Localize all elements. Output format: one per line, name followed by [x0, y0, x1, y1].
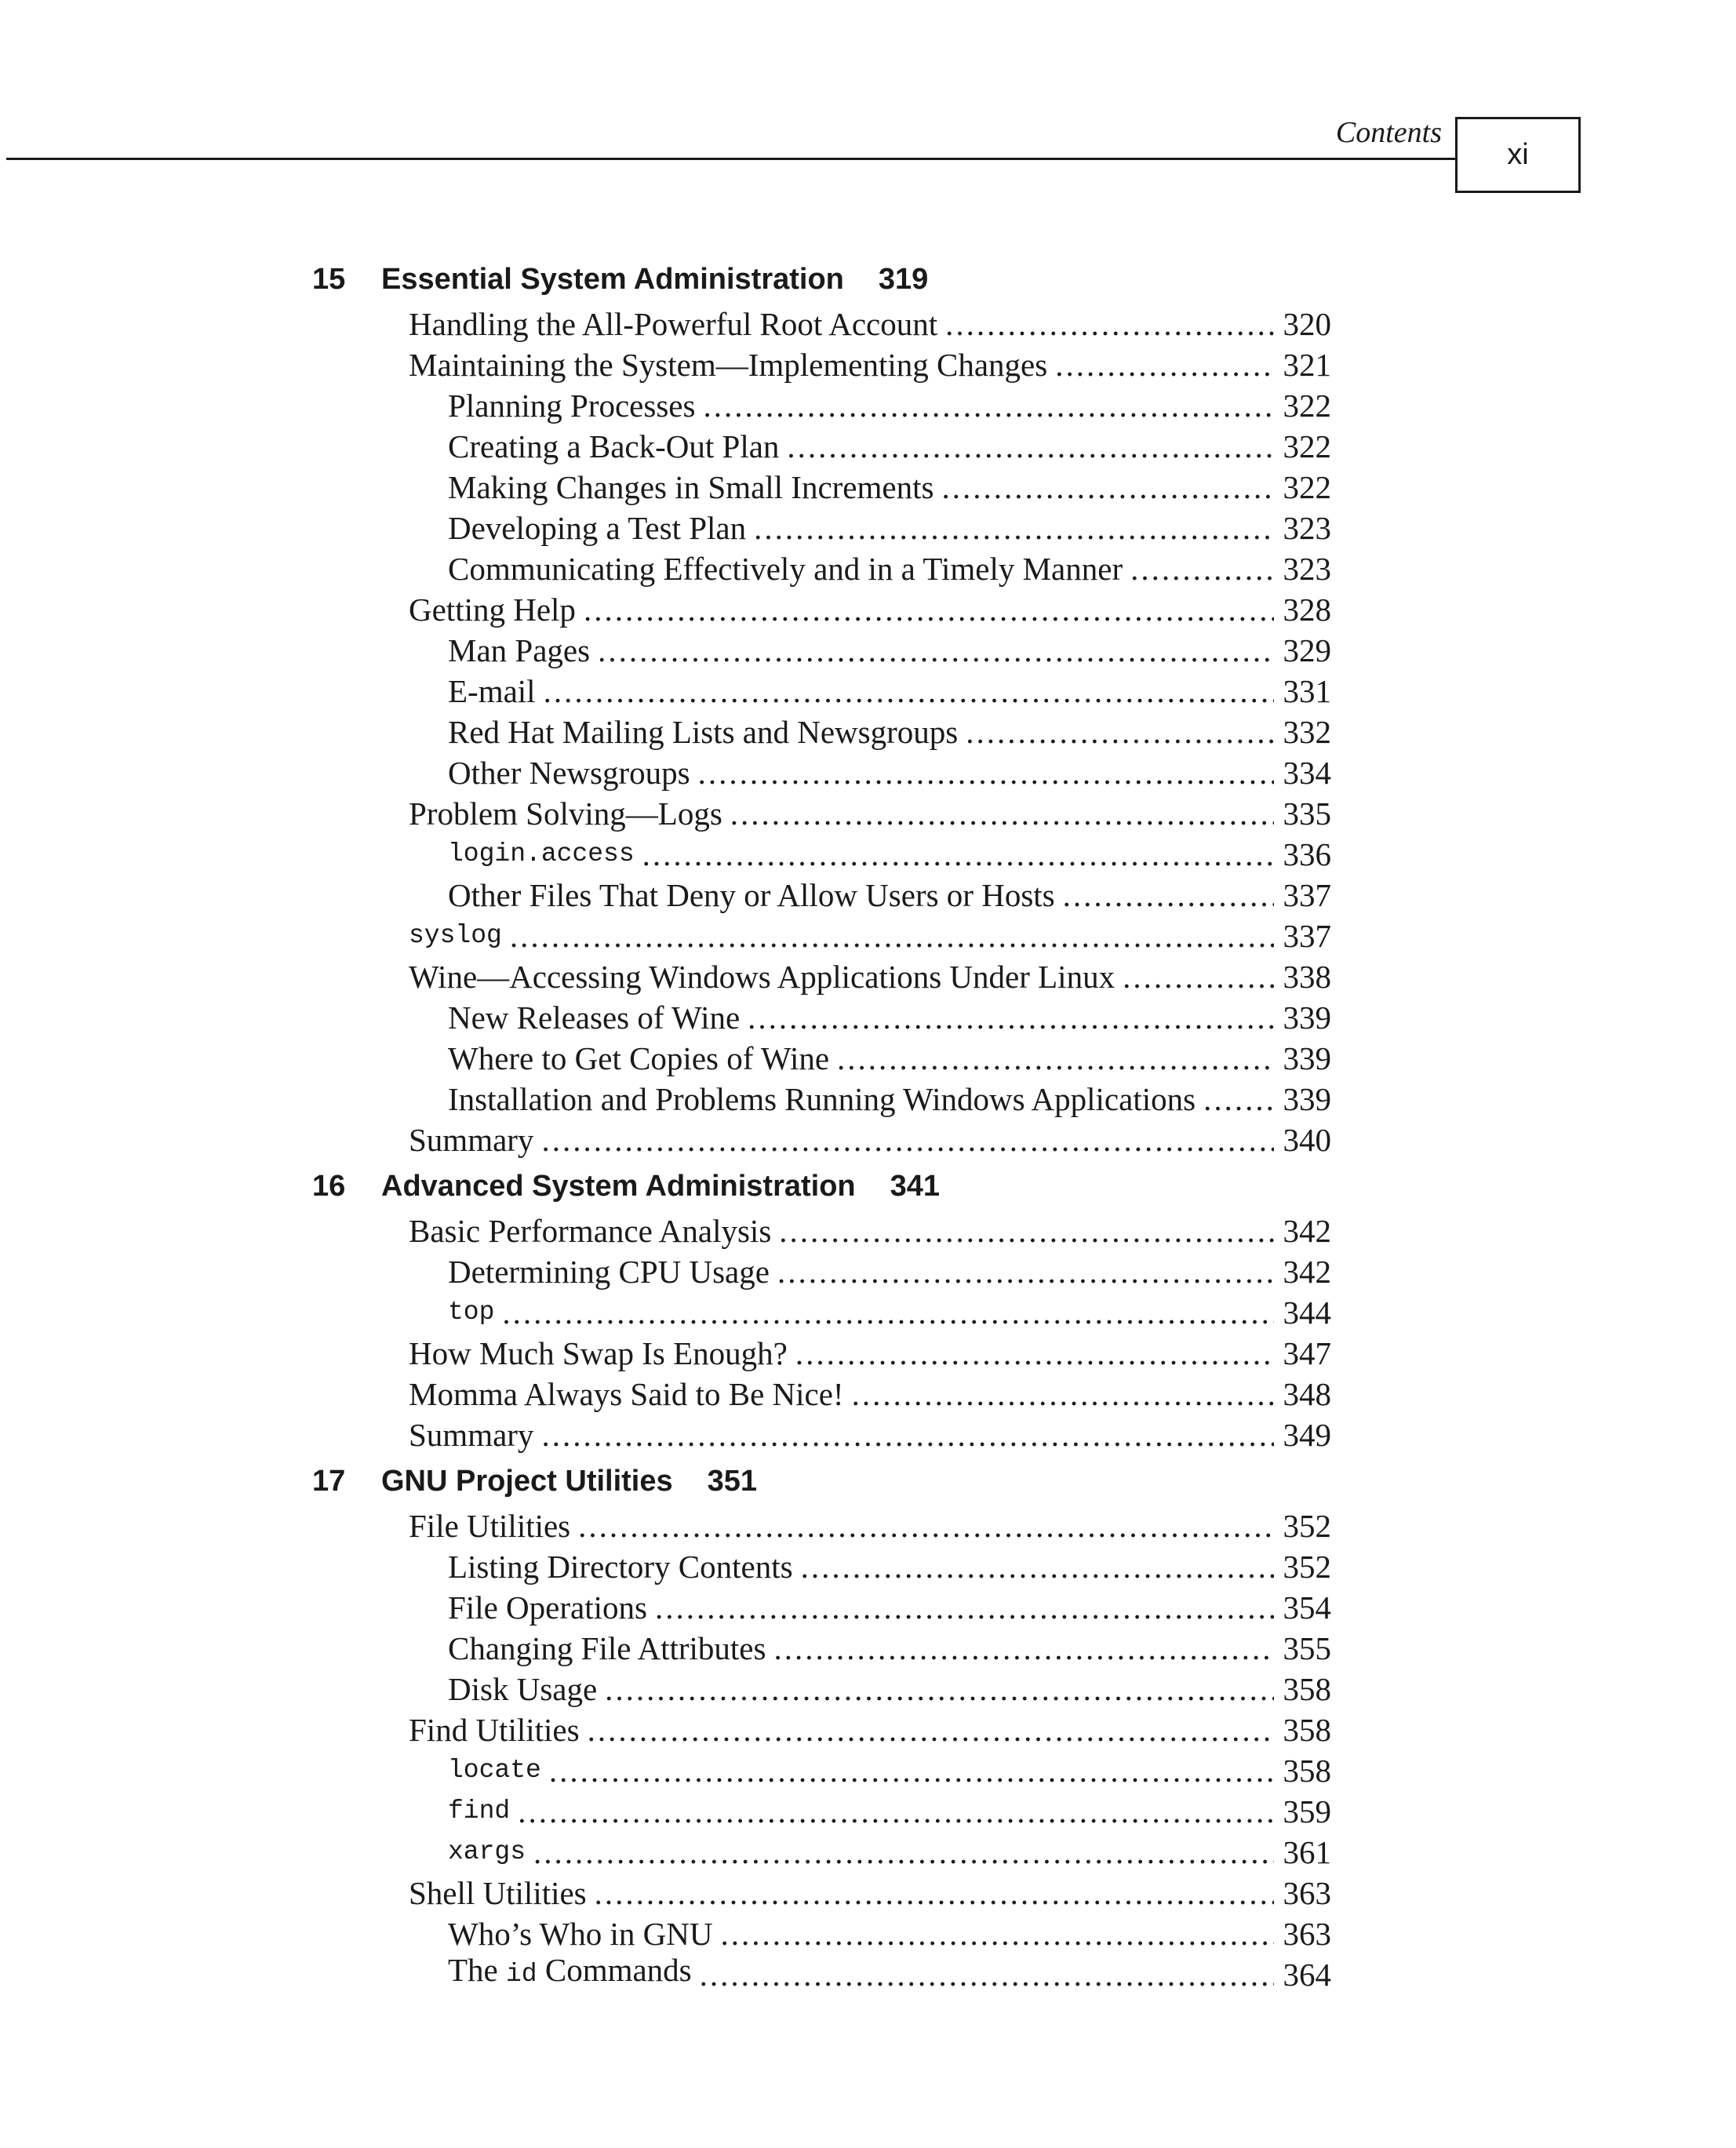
- toc-entry[interactable]: [448, 834, 1331, 875]
- toc-entry[interactable]: [448, 1832, 1331, 1873]
- dot-leader: [698, 752, 1274, 793]
- toc-entry-title: syslog: [409, 921, 502, 950]
- toc-entry-title: Listing Directory Contents: [448, 1549, 793, 1585]
- toc-entry-title: Developing a Test Plan: [448, 510, 747, 546]
- toc-entry[interactable]: [409, 1709, 1331, 1750]
- toc-entry[interactable]: [409, 916, 1331, 956]
- toc-entry[interactable]: [409, 1505, 1331, 1546]
- toc-entry[interactable]: [409, 956, 1331, 997]
- toc-entry-page: 328: [1283, 592, 1331, 628]
- toc-entry-title: Planning Processes: [448, 388, 696, 424]
- dot-leader: [787, 426, 1273, 467]
- dot-leader: [801, 1546, 1274, 1587]
- title-code: id: [506, 1960, 537, 1989]
- chapter-number: 15: [312, 263, 346, 296]
- toc-entry-page: 363: [1283, 1916, 1331, 1952]
- toc-entry-page: 329: [1283, 632, 1331, 668]
- dot-leader: [700, 1954, 1274, 1995]
- toc-entry-title: Handling the All-Powerful Root Account: [409, 306, 938, 342]
- chapter-page: 351: [707, 1465, 758, 1498]
- toc-entry-page: 331: [1283, 673, 1331, 709]
- toc-entry-page: 340: [1283, 1122, 1331, 1158]
- toc-entry-title: login.access: [448, 839, 635, 868]
- toc-entry[interactable]: [448, 630, 1331, 671]
- chapter-title: Advanced System Administration: [381, 1170, 856, 1203]
- toc-entry[interactable]: [448, 1913, 1331, 1954]
- toc-entry-title: Man Pages: [448, 632, 591, 668]
- toc-entry[interactable]: [448, 1038, 1331, 1079]
- toc-entry-page: 321: [1283, 347, 1331, 383]
- dot-leader: [730, 793, 1274, 834]
- toc-entry[interactable]: [448, 875, 1331, 916]
- dot-leader: [598, 630, 1273, 671]
- toc-entry-title: Installation and Problems Running Windows Applications: [448, 1081, 1196, 1117]
- toc-entry[interactable]: [409, 793, 1331, 834]
- toc-entry[interactable]: [448, 1292, 1331, 1333]
- toc-entry-title: Momma Always Said to Be Nice!: [409, 1376, 844, 1412]
- toc-entry[interactable]: [448, 1251, 1331, 1292]
- toc-entry-page: 363: [1283, 1875, 1331, 1911]
- dot-leader: [588, 1709, 1274, 1750]
- dot-leader: [852, 1374, 1274, 1414]
- toc-entry-page: 355: [1283, 1630, 1331, 1666]
- dot-leader: [642, 834, 1274, 875]
- toc-entry-page: 339: [1283, 999, 1331, 1036]
- toc-entry-page: 323: [1283, 551, 1331, 587]
- dot-leader: [779, 1211, 1273, 1251]
- toc-entry-title: Red Hat Mailing Lists and Newsgroups: [448, 714, 959, 750]
- toc-entry[interactable]: [448, 1791, 1331, 1832]
- running-header: Contents: [1335, 116, 1442, 149]
- dot-leader: [578, 1505, 1273, 1546]
- chapter-heading[interactable]: [312, 1461, 757, 1502]
- toc-entry[interactable]: [448, 1954, 1331, 1995]
- toc-entry[interactable]: [448, 1079, 1331, 1120]
- toc-entry-title: Disk Usage: [448, 1671, 598, 1707]
- toc-entry-page: 347: [1283, 1335, 1331, 1371]
- dot-leader: [584, 589, 1274, 630]
- toc-entry-page: 342: [1283, 1213, 1331, 1249]
- toc-entry-title: File Operations: [448, 1589, 647, 1626]
- dot-leader: [941, 467, 1273, 508]
- toc-entry[interactable]: [409, 344, 1331, 385]
- toc-entry-page: 358: [1283, 1753, 1331, 1789]
- dot-leader: [754, 508, 1273, 548]
- toc-entry-title: New Releases of Wine: [448, 999, 741, 1036]
- dot-leader: [837, 1038, 1273, 1079]
- toc-entry-title: Who’s Who in GNU: [448, 1916, 713, 1952]
- chapter-number: 16: [312, 1170, 346, 1203]
- toc-entry-page: 334: [1283, 755, 1331, 791]
- dot-leader: [966, 712, 1273, 752]
- toc-entry-page: 364: [1283, 1957, 1331, 1993]
- toc-entry-page: 337: [1283, 918, 1331, 954]
- dot-leader: [1203, 1079, 1273, 1120]
- chapter-heading[interactable]: [312, 1166, 940, 1207]
- toc-entry-page: 358: [1283, 1671, 1331, 1707]
- toc-entry[interactable]: [448, 1669, 1331, 1709]
- toc-entry[interactable]: [409, 1333, 1331, 1374]
- toc-entry-title: locate: [448, 1756, 541, 1785]
- toc-entry[interactable]: [448, 752, 1331, 793]
- dot-leader: [703, 385, 1273, 426]
- toc-entry-title: find: [448, 1797, 511, 1826]
- toc-entry-title: E-mail: [448, 673, 536, 709]
- toc-entry-page: 336: [1283, 836, 1331, 872]
- dot-leader: [502, 1292, 1273, 1333]
- toc-entry-title: Problem Solving—Logs: [409, 795, 722, 832]
- title-suffix: Commands: [544, 1952, 692, 1988]
- dot-leader: [544, 671, 1274, 712]
- toc-entry-title: Other Newsgroups: [448, 755, 690, 791]
- toc-entry[interactable]: [409, 1414, 1331, 1455]
- toc-entry-title: Communicating Effectively and in a Timely Manner: [448, 551, 1123, 587]
- toc-entry[interactable]: [448, 1587, 1331, 1628]
- title-prefix: The: [448, 1952, 498, 1988]
- page-number: xi: [1455, 117, 1581, 193]
- dot-leader: [1123, 956, 1273, 997]
- toc-entry-title: File Utilities: [409, 1508, 571, 1544]
- toc-entry[interactable]: [409, 304, 1331, 344]
- toc-entry-page: 344: [1283, 1294, 1331, 1331]
- toc-entry-page: 359: [1283, 1793, 1331, 1829]
- chapter-title: Essential System Administration: [381, 263, 844, 296]
- toc-entry-title: Making Changes in Small Increments: [448, 469, 934, 505]
- chapter-number: 17: [312, 1465, 346, 1498]
- toc-entry[interactable]: [448, 997, 1331, 1038]
- toc-entry[interactable]: [409, 589, 1331, 630]
- dot-leader: [541, 1414, 1273, 1455]
- toc-entry-page: 337: [1283, 877, 1331, 913]
- toc-entry-title: Basic Performance Analysis: [409, 1213, 772, 1249]
- toc-entry[interactable]: [409, 1120, 1331, 1160]
- toc-entry-page: 322: [1283, 428, 1331, 464]
- dot-leader: [795, 1333, 1274, 1374]
- dot-leader: [595, 1873, 1274, 1913]
- dot-leader: [518, 1791, 1273, 1832]
- chapter-heading[interactable]: [312, 259, 928, 300]
- dot-leader: [1055, 344, 1273, 385]
- dot-leader: [541, 1120, 1273, 1160]
- toc-entry-title: Where to Get Copies of Wine: [448, 1040, 830, 1076]
- toc-entry-page: 342: [1283, 1254, 1331, 1290]
- toc-entry-title: Wine—Accessing Windows Applications Under Linux: [409, 959, 1115, 995]
- chapter-title: GNU Project Utilities: [381, 1465, 673, 1498]
- toc-entry-title: xargs: [448, 1837, 526, 1866]
- toc-entry-page: 349: [1283, 1417, 1331, 1453]
- toc-entry-page: 322: [1283, 388, 1331, 424]
- toc-entry-title: Maintaining the System—Implementing Changes: [409, 347, 1048, 383]
- toc-entry-title: Summary: [409, 1122, 534, 1158]
- toc-entry-title: Summary: [409, 1417, 534, 1453]
- toc-entry[interactable]: [448, 1628, 1331, 1669]
- dot-leader: [549, 1750, 1274, 1791]
- toc-entry-page: 338: [1283, 959, 1331, 995]
- toc-entry-page: 323: [1283, 510, 1331, 546]
- toc-entry[interactable]: [448, 712, 1331, 752]
- toc-entry-page: 358: [1283, 1712, 1331, 1748]
- toc-entry-title: Other Files That Deny or Allow Users or Hosts: [448, 877, 1055, 913]
- dot-leader: [773, 1628, 1273, 1669]
- dot-leader: [720, 1913, 1273, 1954]
- toc-entry[interactable]: [448, 385, 1331, 426]
- toc-entry[interactable]: [448, 426, 1331, 467]
- toc-entry-page: 320: [1283, 306, 1331, 342]
- dot-leader: [605, 1669, 1273, 1709]
- toc-entry-page: 322: [1283, 469, 1331, 505]
- toc-entry-page: 361: [1283, 1834, 1331, 1870]
- dot-leader: [533, 1832, 1273, 1873]
- toc-entry-page: 335: [1283, 795, 1331, 832]
- toc-entry[interactable]: [409, 1374, 1331, 1414]
- dot-leader: [1130, 548, 1273, 589]
- toc-entry[interactable]: [448, 467, 1331, 508]
- chapter-page: 341: [890, 1170, 941, 1203]
- toc-entry-page: 352: [1283, 1549, 1331, 1585]
- toc-entry-title: How Much Swap Is Enough?: [409, 1335, 788, 1371]
- toc-entry[interactable]: [409, 1873, 1331, 1913]
- toc-entry-title: Find Utilities: [409, 1712, 580, 1748]
- toc-entry[interactable]: [448, 1546, 1331, 1587]
- toc-entry-page: 339: [1283, 1040, 1331, 1076]
- dot-leader: [1063, 875, 1274, 916]
- toc-entry-title: Determining CPU Usage: [448, 1254, 770, 1290]
- toc-entry-page: 332: [1283, 714, 1331, 750]
- toc-entry-page: 348: [1283, 1376, 1331, 1412]
- toc-entry-page: 352: [1283, 1508, 1331, 1544]
- toc-entry[interactable]: [448, 1750, 1331, 1791]
- chapter-page: 319: [878, 263, 929, 296]
- toc-entry-title: Changing File Attributes: [448, 1630, 766, 1666]
- dot-leader: [945, 304, 1273, 344]
- dot-leader: [777, 1251, 1274, 1292]
- toc-entry-title: top: [448, 1298, 495, 1327]
- toc-entry[interactable]: [448, 671, 1331, 712]
- dot-leader: [510, 916, 1274, 956]
- toc-entry-page: 354: [1283, 1589, 1331, 1626]
- dot-leader: [655, 1587, 1274, 1628]
- toc-entry-page: 339: [1283, 1081, 1331, 1117]
- toc-entry[interactable]: [409, 1211, 1331, 1251]
- toc-entry-title: [448, 1950, 700, 1995]
- toc-entry[interactable]: [448, 508, 1331, 548]
- toc-entry-title: Creating a Back-Out Plan: [448, 428, 780, 464]
- toc-entry-title: Shell Utilities: [409, 1875, 587, 1911]
- toc-entry-title: Getting Help: [409, 592, 576, 628]
- toc-entry[interactable]: [448, 548, 1331, 589]
- dot-leader: [748, 997, 1273, 1038]
